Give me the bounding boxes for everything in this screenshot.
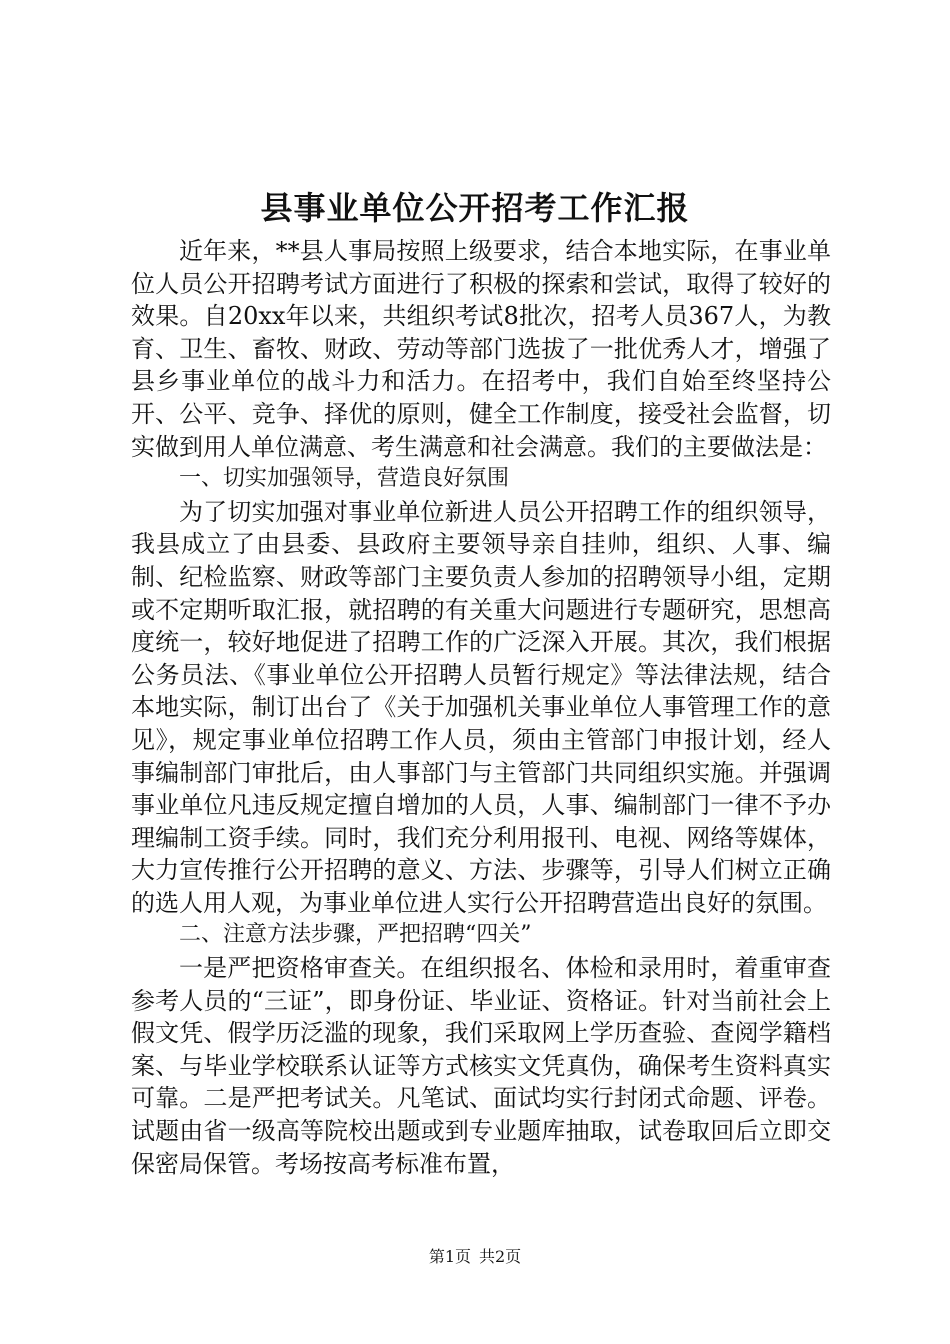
document-body [131,235,831,1180]
section-heading-2: 二、注意方法步骤，严把招聘“四关” [179,922,532,948]
paragraph-section-2: 一是严把资格审查关。在组织报名、体检和录用时，着重审查参考人员的“三证”，即身份证、毕业证、资格证。针对当前社会上假文凭、假学历泛滥的现象，我们采取网上学历查验、查阅学籍档案、与毕业学校联系认证等方式核实文凭真伪，确保考生资料真实可靠。二是严把考试关。凡笔试、面试均实行封闭式命题、评卷。试题由省一级高等院校出题或到专业题库抽取，试卷取回后立即交保密局保管。考场按高考标准布置， [131,954,831,1178]
page-total: 共2页 [479,1247,522,1266]
paragraph-section-1: 为了切实加强对事业单位新进人员公开招聘工作的组织领导，我县成立了由县委、县政府主要领导亲自挂帅，组织、人事、编制、纪检监察、财政等部门主要负责人参加的招聘领导小组，定期或不定期听取汇报，就招聘的有关重大问题进行专题研究，思想高度统一，较好地促进了招聘工作的广泛深入开展。其次，我们根据公务员法、《事业单位公开招聘人员暂行规定》等法律法规，结合本地实际，制订出台了《关于加强机关事业单位人事管理工作的意见》，规定事业单位招聘工作人员，须由主管部门申报计划，经人事编制部门审批后，由人事部门与主管部门共同组织实施。并强调事业单位凡违反规定擅自增加的人员，人事、编制部门一律不予办理编制工资手续。同时，我们充分利用报刊、电视、网络等媒体，大力宣传推行公开招聘的意义、方法、步骤等，引导人们树立正确的选人用人观，为事业单位进人实行公开招聘营造出良好的氛围。 [131,497,831,917]
page-footer [0,1246,950,1268]
paragraph-intro: 近年来，**县人事局按照上级要求，结合本地实际，在事业单位人员公开招聘考试方面进行了积极的探索和尝试，取得了较好的效果。自20xx年以来，共组织考试8批次，招考人员367人，为教育、卫生、畜牧、财政、劳动等部门选拔了一批优秀人才，增强了县乡事业单位的战斗力和活力。在招考中，我们自始至终坚持公开、公平、竞争、择优的原则，健全工作制度，接受社会监督，切实做到用人单位满意、考生满意和社会满意。我们的主要做法是： [131,237,831,461]
section-heading-1: 一、切实加强领导，营造良好氛围 [179,466,510,492]
document-title: 县事业单位公开招考工作汇报 [260,189,690,227]
page-number: 第1页 [428,1247,471,1266]
